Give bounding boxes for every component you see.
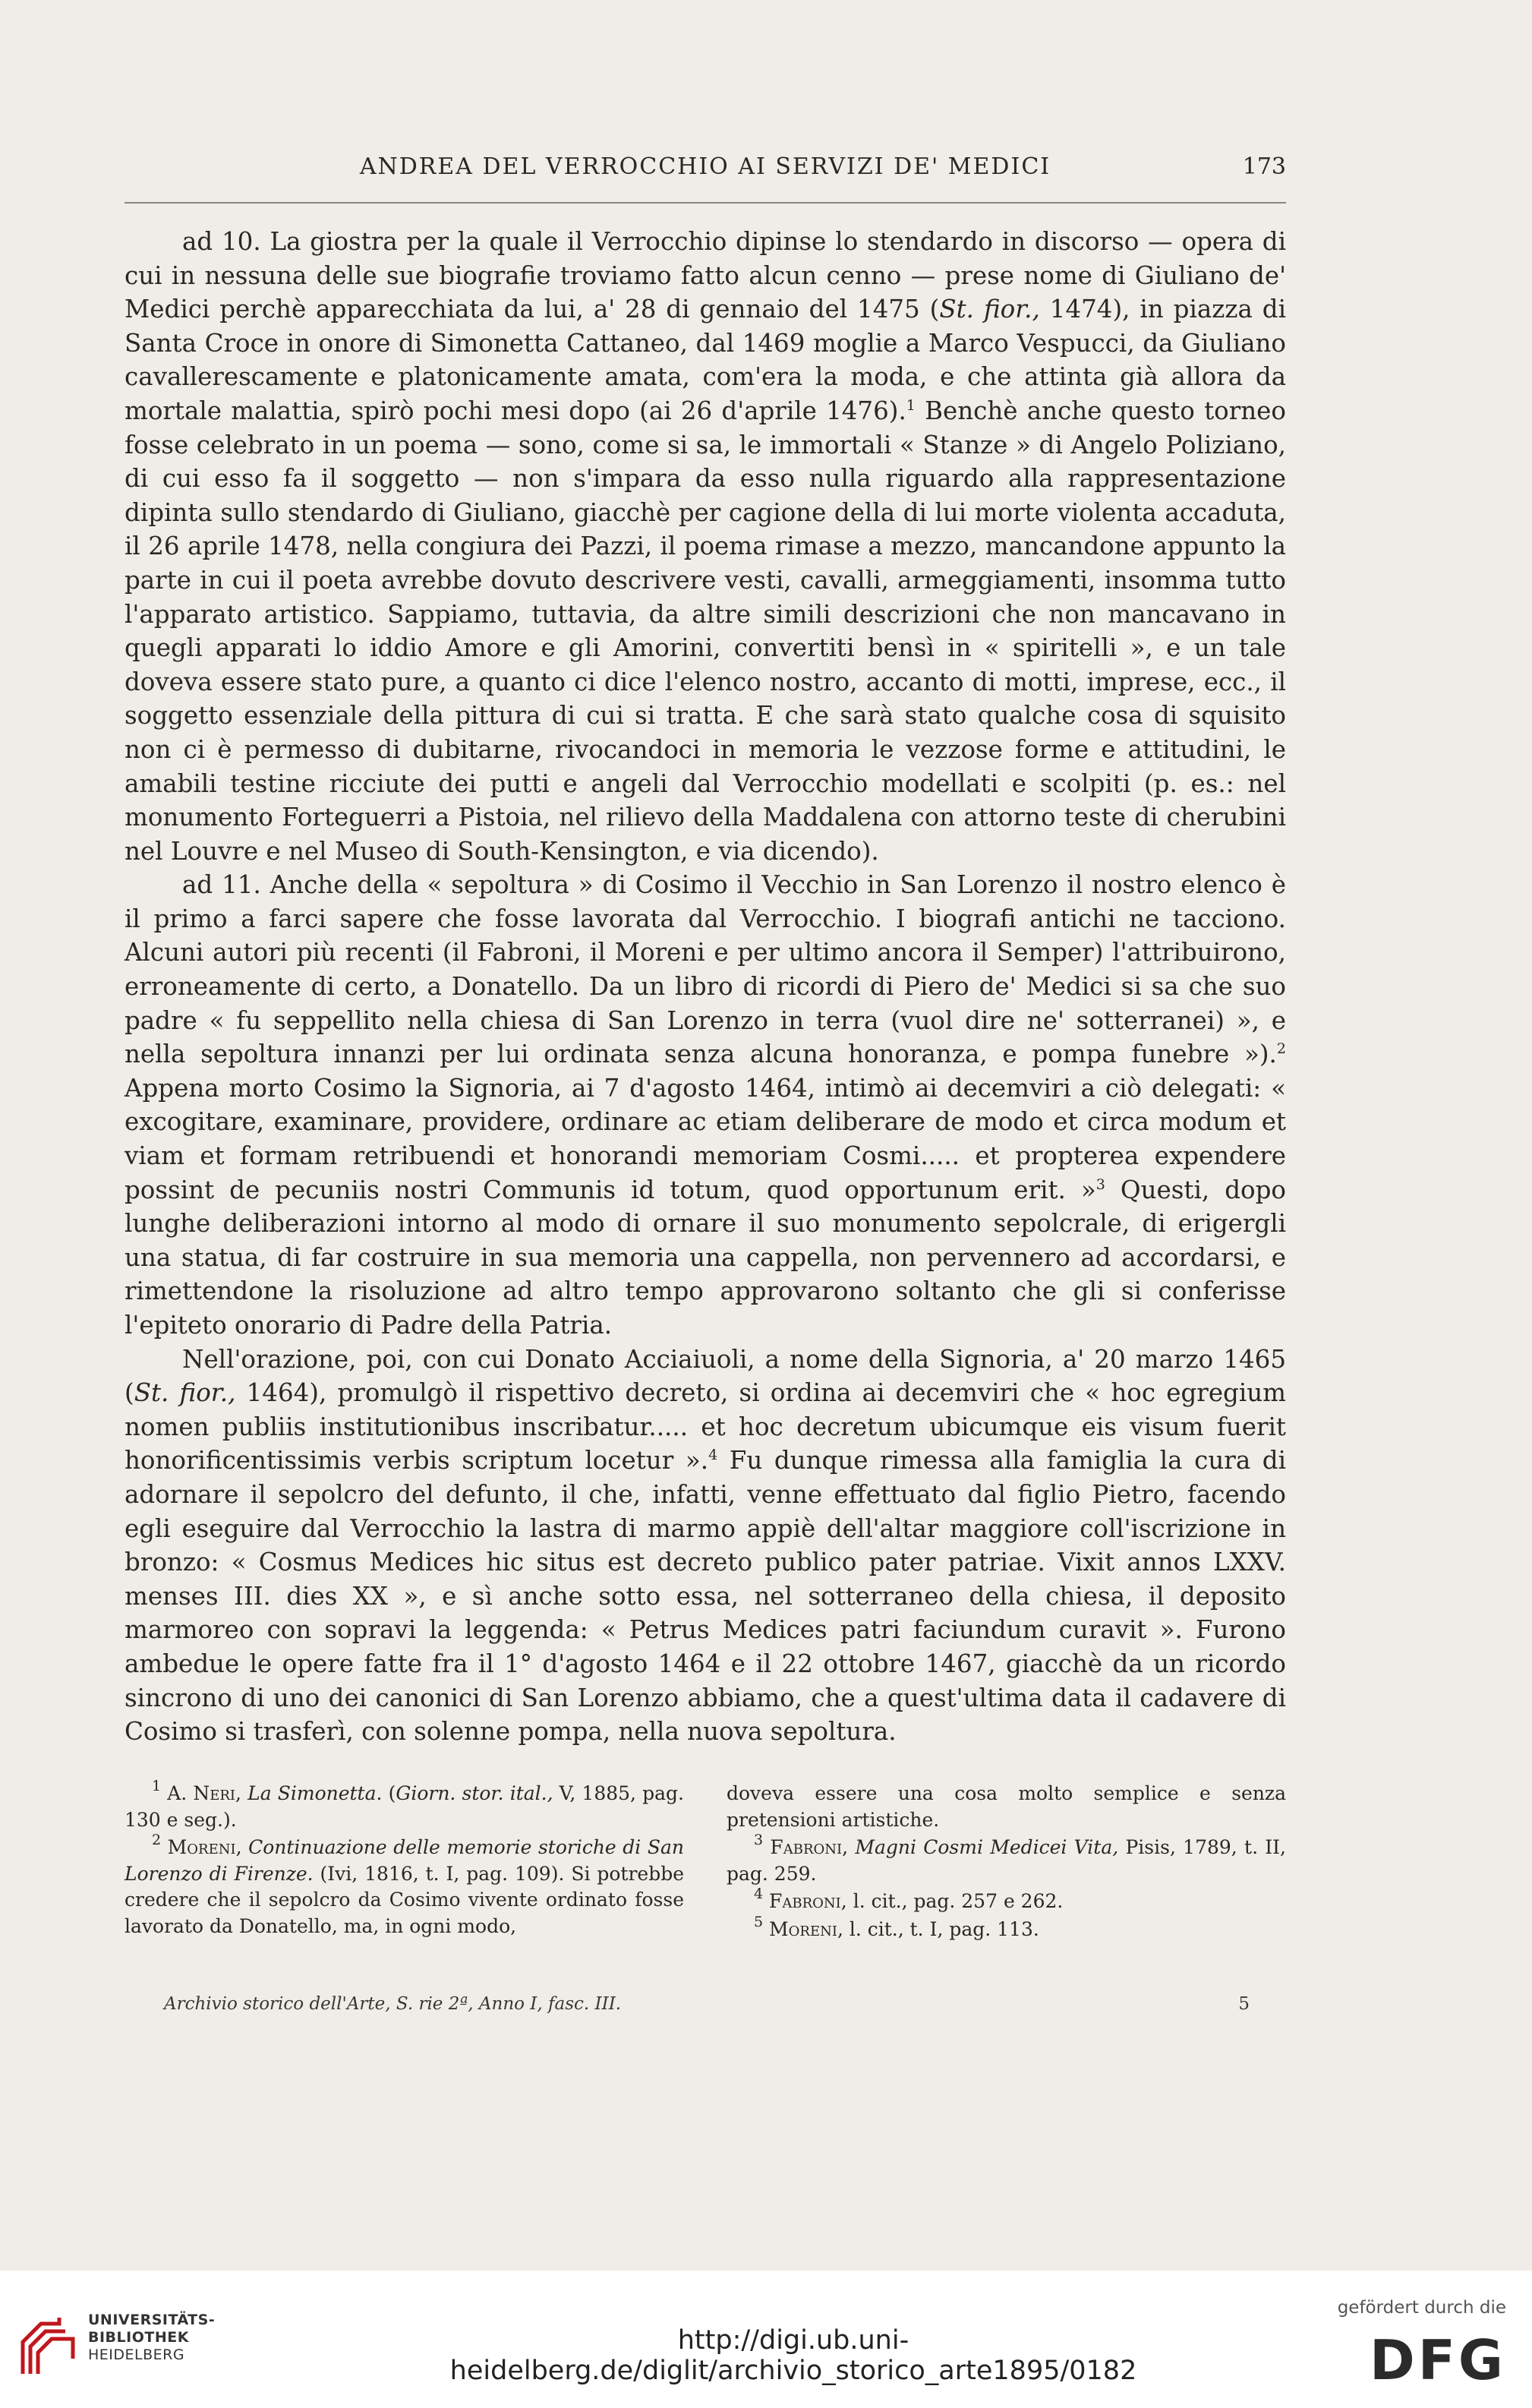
footnote-5: $^5$ Moreni, l. cit., t. I, pag. 113. bbox=[754, 1913, 1039, 1940]
footnote-1: $^1$ A. Neri, La Simonetta. (Giorn. stor. ital., V, 1885, pag. 130 e seg.). bbox=[125, 1778, 684, 1831]
printer-signature: 5 bbox=[1238, 1994, 1250, 2014]
running-header bbox=[125, 153, 1286, 191]
journal-title: Archivio storico dell'Arte, S. rie 2ª, Anno I, fasc. III. bbox=[164, 1994, 622, 2014]
paragraph-ad-10: ad 10. La giostra per la quale il Verrocchio dipinse lo stendardo in discorso — opera di cui in nessuna delle sue biografie troviamo fatto alcun cenno — prese nome di Giuliano de' Medici perchè apparecchiata da lui, a' 28 di gennaio del 1475 (St. fior., 1474), in piazza di Santa Croce in onore di Simonetta Cattaneo, dal 1469 moglie a Marco Vespucci, da Giuliano cavallerescamente e platonicamente amata, com'era la moda, e che attinta già allora da mortale malattia, spirò pochi mesi dopo (ai 26 d'aprile 1476).$^1$ Benchè anche questo torneo fosse celebrato in un poema — sono, come si sa, le immortali « Stanze » di Angelo Poliziano, di cui esso fa il soggetto — non s'impara da esso nulla riguardo alla rappresentazione dipinta sullo stendardo di Giuliano, giacchè per cagione della di lui morte violenta accaduta, il 26 aprile 1478, nella congiura dei Pazzi, il poema rimase a mezzo, mancandone appunto la parte in cui il poeta avrebbe dovuto descrivere vesti, cavalli, armeggiamenti, insomma tutto l'apparato artistico. Sappiamo, tuttavia, da altre simili descrizioni che non mancavano in quegli apparati lo iddio Amore e gli Amorini, convertiti bensì in « spiritelli », e un tale doveva essere stato pure, a quanto ci dice l'elenco nostro, accanto di motti, imprese, ecc., il soggetto essenziale della pittura di cui si tratta. E che sarà stato qualche cosa di squisito non ci è permesso di dubitarne, rivocandoci in memoria le vezzose forme e attitudini, le amabili testine ricciute dei putti e angeli dal Verrocchio modellati e scolpiti (p. es.: nel monumento Forteguerri a Pistoia, nel rilievo della Maddalena con attorno teste di cherubini nel Louvre e nel Museo di South-Kensington, e via dicendo). bbox=[125, 227, 1287, 866]
library-logo-icon bbox=[18, 2313, 80, 2378]
main-text bbox=[125, 225, 1286, 1749]
page-number: 173 bbox=[1242, 153, 1286, 180]
footnote-2: $^2$ Moreni, Continuazione delle memorie storiche di San Lorenzo di Firenze. (Ivi, 1816, t. I, pag. 109). Si potrebbe credere che il sepolcro da Cosimo vivente ordinato fosse lavorato da Donatello, ma, in ogni modo, bbox=[125, 1832, 684, 1937]
journal-signature-line bbox=[164, 1994, 1250, 2014]
library-name: UNIVERSITÄTS- BIBLIOTHEK HEIDELBERG bbox=[88, 2312, 216, 2363]
footnote-ref: 1 bbox=[906, 396, 916, 414]
footnote-ref: 4 bbox=[708, 1447, 718, 1464]
footnote-ref: 2 bbox=[1276, 1040, 1286, 1058]
footnote-3: $^3$ Fabroni, Magni Cosmi Medicei Vita, Pisis, 1789, t. II, pag. 259. bbox=[727, 1832, 1286, 1885]
paragraph-orazione: Nell'orazione, poi, con cui Donato Acciaiuoli, a nome della Signoria, a' 20 marzo 1465 (St. fior., 1464), promulgò il rispettivo decreto, si ordina ai decemviri che « hoc egregium nomen publiis institutionibus inscribatur..... et hoc decretum ubicumque eis visum fuerit honorificentissimis verbis scriptum locetur ».$^4$ Fu dunque rimessa alla famiglia la cura di adornare il sepolcro del defunto, il che, infatti, venne effettuato dal figlio Pietro, facendo egli eseguire dal Verrocchio la lastra di marmo appiè dell'altar maggiore coll'iscrizione in bronzo: « Cosmus Medices hic situs est decreto publico pater patriae. Vixit annos LXXV. menses III. dies XX », e sì anche sotto essa, nel sotterraneo della chiesa, il deposito marmoreo con sopravi la leggenda: « Petrus Medices patri faciundum curavit ». Furono ambedue le opere fatte fra il 1° d'agosto 1464 e il 22 ottobre 1467, giacchè da un ricordo sincrono di uno dei canonici di San Lorenzo abbiamo, che a quest'ultima data il cadavere di Cosimo si trasferì, con solenne pompa, nella nuova sepoltura. bbox=[125, 1344, 1287, 1747]
digitization-footer bbox=[0, 2271, 1532, 2408]
dfg-logo: DFG bbox=[1369, 2328, 1506, 2392]
permalink-url[interactable]: http://digi.ub.uni-heidelberg.de/diglit/archivio_storico_arte1895/0182 bbox=[449, 2325, 1137, 2386]
footnotes bbox=[125, 1778, 1286, 1942]
footnote-2-continued: doveva essere una cosa molto semplice e senza pretensioni artistiche. bbox=[727, 1782, 1286, 1831]
header-rule bbox=[125, 202, 1286, 204]
footnote-ref: 3 bbox=[1095, 1176, 1105, 1193]
footnote-4: $^4$ Fabroni, l. cit., pag. 257 e 262. bbox=[754, 1886, 1064, 1912]
paragraph-ad-11: ad 11. Anche della « sepoltura » di Cosimo il Vecchio in San Lorenzo il nostro elenco è il primo a farci sapere che fosse lavorata dal Verrocchio. I biografi antichi ne tacciono. Alcuni autori più recenti (il Fabroni, il Moreni e per ultimo ancora il Semper) l'attribuirono, erroneamente di certo, a Donatello. Da un libro di ricordi di Piero de' Medici si sa che suo padre « fu seppellito nella chiesa di San Lorenzo in terra (vuol dire ne' sotterranei) », e nella sepoltura innanzi per lui ordinata senza alcuna honoranza, e pompa funebre »).$^2$ Appena morto Cosimo la Signoria, ai 7 d'agosto 1464, intimò ai decemviri a ciò delegati: « excogitare, examinare, providere, ordinare ac etiam deliberare de modo et circa modum et viam et formam retribuendi et honorandi memoriam Cosmi..... et propterea expendere possint de pecuniis nostri Communis id totum, quod opportunum erit. »$^3$ Questi, dopo lunghe deliberazioni intorno al modo di ornare il suo monumento sepolcrale, di erigergli una statua, di far costruire in sua memoria una cappella, non pervennero ad accordarsi, e rimettendone la risoluzione ad altro tempo approvarono soltanto che gli si conferisse l'epiteto onorario di Padre della Patria. bbox=[125, 870, 1286, 1340]
funding-note: gefördert durch die bbox=[1337, 2298, 1506, 2318]
running-title: ANDREA DEL VERROCCHIO AI SERVIZI DE' MEDICI bbox=[359, 153, 1051, 180]
